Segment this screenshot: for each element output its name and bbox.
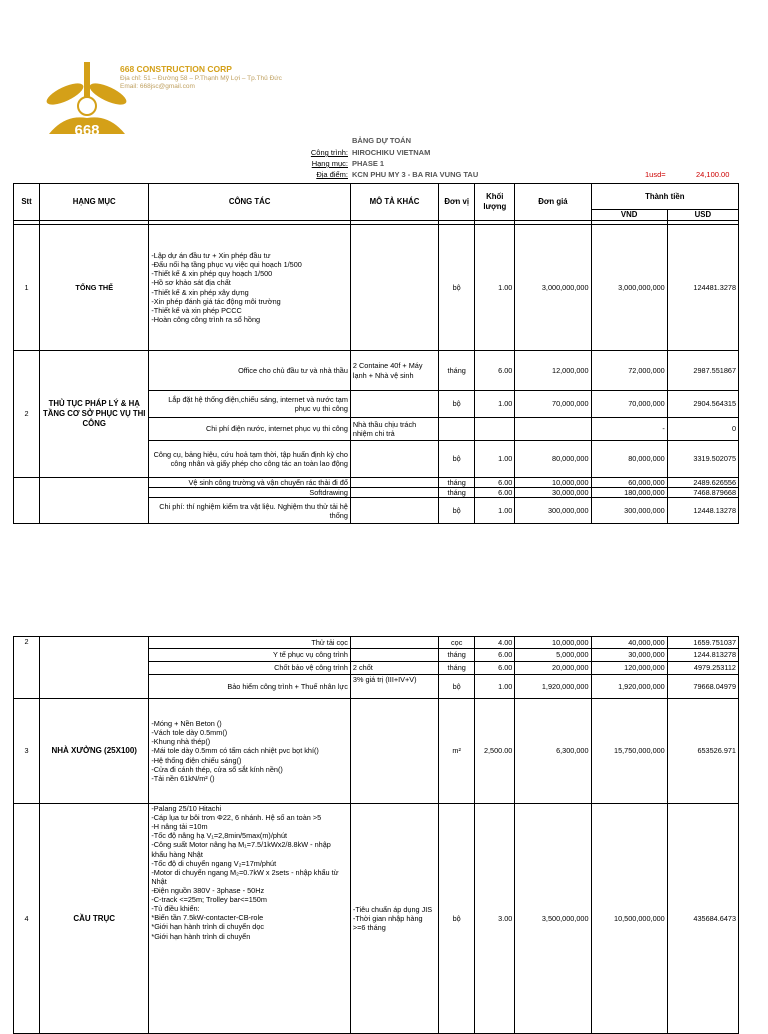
row-vnd: 1,920,000,000 xyxy=(591,675,667,699)
header-vnd: VND xyxy=(591,210,667,221)
header-usd: USD xyxy=(667,210,738,221)
row-stt: 2 xyxy=(14,637,40,699)
row-cong-tac: Công cụ, bảng hiệu, cứu hoả tạm thời, tập huấn định kỳ cho công nhân và giấy phép cho công tác an toàn lao động xyxy=(149,441,351,478)
row-stt: 3 xyxy=(14,699,40,804)
row-usd: 4979.253112 xyxy=(667,662,738,675)
row-vnd: 40,000,000 xyxy=(591,637,667,649)
row-don-vi xyxy=(439,418,475,441)
doc-info xyxy=(0,135,768,180)
row-don-gia: 6,300,000 xyxy=(515,699,591,804)
row-cong-tac: Chi phí điện nước, internet phục vụ thi công xyxy=(149,418,351,441)
row-khoi-luong: 6.00 xyxy=(475,478,515,488)
row-usd: 2489.626556 xyxy=(667,478,738,488)
row-stt: 4 xyxy=(14,804,40,1034)
header-mo-ta: MÔ TẢ KHÁC xyxy=(350,184,438,221)
table-row xyxy=(14,478,739,488)
row-usd: 124481.3278 xyxy=(667,225,738,351)
row-hang-muc: THỦ TỤC PHÁP LÝ & HẠ TẦNG CƠ SỞ PHỤC VỤ THI CÔNG xyxy=(40,351,149,478)
row-don-gia: 12,000,000 xyxy=(515,351,591,391)
row-usd: 12448.13278 xyxy=(667,498,738,524)
header-don-vi: Đơn vị xyxy=(439,184,475,221)
project-label: Công trình: xyxy=(310,148,348,157)
rate-label: 1usd= xyxy=(645,170,666,179)
row-khoi-luong: 2,500.00 xyxy=(475,699,515,804)
row-usd: 79668.04979 xyxy=(667,675,738,699)
row-usd: 435684.6473 xyxy=(667,804,738,1034)
row-usd: 0 xyxy=(667,418,738,441)
row-khoi-luong: 1.00 xyxy=(475,498,515,524)
row-don-gia: 70,000,000 xyxy=(515,391,591,418)
doc-title: BẢNG DỰ TOÁN xyxy=(352,136,412,145)
row-khoi-luong: 6.00 xyxy=(475,351,515,391)
row-don-gia: 20,000,000 xyxy=(515,662,591,675)
row-cong-tac: Chốt bảo vệ công trình xyxy=(149,662,351,675)
row-cong-tac: Y tế phục vụ công trình xyxy=(149,649,351,662)
row-vnd: 180,000,000 xyxy=(591,488,667,498)
item-label: Hạng mục: xyxy=(311,159,348,168)
row-don-gia: 80,000,000 xyxy=(515,441,591,478)
row-khoi-luong: 6.00 xyxy=(475,649,515,662)
row-usd: 1659.751037 xyxy=(667,637,738,649)
row-khoi-luong: 1.00 xyxy=(475,441,515,478)
row-khoi-luong xyxy=(475,418,515,441)
company-logo xyxy=(45,62,130,140)
row-usd: 1244.813278 xyxy=(667,649,738,662)
company-address: Địa chỉ: 51 – Đường 58 – P.Thạnh Mỹ Lợi – Tp.Thủ Đức xyxy=(120,75,282,82)
row-don-gia: 30,000,000 xyxy=(515,488,591,498)
rate-value: 24,100.00 xyxy=(696,170,730,179)
header-khoi-luong: Khối lượng xyxy=(475,184,515,221)
estimate-table-page1 xyxy=(13,183,739,524)
row-don-gia: 5,000,000 xyxy=(515,649,591,662)
row-don-gia: 10,000,000 xyxy=(515,637,591,649)
row-don-vi: cọc xyxy=(439,637,475,649)
row-don-vi: tháng xyxy=(439,478,475,488)
row-vnd: 15,750,000,000 xyxy=(591,699,667,804)
row-khoi-luong: 1.00 xyxy=(475,675,515,699)
header-stt: Stt xyxy=(14,184,40,221)
row-don-vi: tháng xyxy=(439,488,475,498)
row-don-vi: bộ xyxy=(439,391,475,418)
table-row xyxy=(14,804,739,1034)
row-don-gia: 1,920,000,000 xyxy=(515,675,591,699)
row-don-gia: 3,500,000,000 xyxy=(515,804,591,1034)
row-don-gia: 10,000,000 xyxy=(515,478,591,488)
row-don-vi: bộ xyxy=(439,225,475,351)
row-cong-tac: Chi phí: thí nghiệm kiểm tra vật liệu. Nghiệm thu thử tải hệ thống xyxy=(149,498,351,524)
row-don-vi: bộ xyxy=(439,804,475,1034)
row-don-vi: bộ xyxy=(439,675,475,699)
row-don-gia: 300,000,000 xyxy=(515,498,591,524)
row-mo-ta: Nhà thầu chịu trách nhiệm chi trả xyxy=(350,418,438,441)
row-usd: 653526.971 xyxy=(667,699,738,804)
row-don-vi: tháng xyxy=(439,662,475,675)
row-cong-tac: Thử tải cọc xyxy=(149,637,351,649)
row-don-gia xyxy=(515,418,591,441)
table-row xyxy=(14,637,739,649)
row-cong-tac: -Palang 25/10 Hitachi -Cáp lụa tư bôi trơn Φ22, 6 nhánh. Hệ số an toàn >5 -H nâng tải =10m -Tốc độ nâng hạ V₁=2,8min/5max(m)/phút -Công suất Motor nâng hạ M₁=7.5/1kWx2/8.8kW - nhập khẩu hàng Nhật -Tốc độ di chuyển ngang V₂=17m/phút -Motor di chuyển ngang M₂=0.7kW x 2sets - nhập khẩu từ Nhật -Điện nguồn 380V - 3phase - 50Hz -C-track <=25m; Trolley bar<=150m -Tủ điều khiển: *Biến tần 7.5kW-contacter-CB-role *Giới hạn hành trình di chuyển dọc *Giới hạn hành trình di chuyển xyxy=(149,804,351,1034)
header-thanh-tien: Thành tiền xyxy=(591,184,738,210)
logo-text: 668 xyxy=(74,122,100,139)
row-khoi-luong: 6.00 xyxy=(475,662,515,675)
row-vnd: 30,000,000 xyxy=(591,649,667,662)
row-don-vi: tháng xyxy=(439,351,475,391)
row-don-gia: 3,000,000,000 xyxy=(515,225,591,351)
table-row xyxy=(14,351,739,391)
row-mo-ta: 2 chốt xyxy=(350,662,438,675)
row-khoi-luong: 6.00 xyxy=(475,488,515,498)
item-value: PHASE 1 xyxy=(352,159,385,168)
header-hang-muc: HẠNG MỤC xyxy=(40,184,149,221)
location-label: Địa điểm: xyxy=(316,170,348,179)
row-khoi-luong: 1.00 xyxy=(475,391,515,418)
row-cong-tac: Office cho chủ đầu tư và nhà thầu xyxy=(149,351,351,391)
row-stt: 1 xyxy=(14,225,40,351)
row-don-vi: tháng xyxy=(439,649,475,662)
row-usd: 2904.564315 xyxy=(667,391,738,418)
location-value: KCN PHU MY 3 - BA RIA VUNG TAU xyxy=(352,170,479,179)
row-khoi-luong: 1.00 xyxy=(475,225,515,351)
row-don-vi: m² xyxy=(439,699,475,804)
table-row xyxy=(14,699,739,804)
row-mo-ta: 2 Containe 40f + Máy lạnh + Nhà vệ sinh xyxy=(350,351,438,391)
estimate-table-page2 xyxy=(13,636,739,1034)
row-vnd: - xyxy=(591,418,667,441)
row-khoi-luong: 3.00 xyxy=(475,804,515,1034)
company-name: 668 CONSTRUCTION CORP xyxy=(120,64,232,74)
row-don-vi: bộ xyxy=(439,498,475,524)
row-vnd: 72,000,000 xyxy=(591,351,667,391)
row-hang-muc: TỔNG THỂ xyxy=(40,225,149,351)
header-don-gia: Đơn giá xyxy=(515,184,591,221)
header-row xyxy=(14,184,739,210)
company-email: Email: 668jsc@gmail.com xyxy=(120,83,195,90)
row-usd: 7468.879668 xyxy=(667,488,738,498)
row-vnd: 300,000,000 xyxy=(591,498,667,524)
row-vnd: 70,000,000 xyxy=(591,391,667,418)
row-usd: 3319.502075 xyxy=(667,441,738,478)
row-cong-tac: Bảo hiểm công trình + Thuế nhân lực xyxy=(149,675,351,699)
row-don-vi: bộ xyxy=(439,441,475,478)
row-hang-muc: NHÀ XƯỞNG (25X100) xyxy=(40,699,149,804)
project-value: HIROCHIKU VIETNAM xyxy=(352,148,431,157)
row-usd: 2987.551867 xyxy=(667,351,738,391)
row-vnd: 3,000,000,000 xyxy=(591,225,667,351)
row-cong-tac: Lắp đặt hệ thống điện,chiếu sáng, internet và nước tạm phục vụ thi công xyxy=(149,391,351,418)
row-cong-tac: Vệ sinh công trường và vận chuyển rác thải đi đổ xyxy=(149,478,351,488)
row-vnd: 120,000,000 xyxy=(591,662,667,675)
header-cong-tac: CÔNG TÁC xyxy=(149,184,351,221)
row-hang-muc: CẦU TRỤC xyxy=(40,804,149,1034)
row-cong-tac: -Móng + Nền Beton () -Vách tole dày 0.5mm() -Khung nhà thép() -Mái tole dày 0.5mm có tấm cách nhiệt pvc bọt khí() -Hệ thống điện chiếu sáng() -Cửa đi cánh thép, cửa sổ sắt kính nền() -Tải nền 61kN/m² () xyxy=(149,699,351,804)
row-stt: 2 xyxy=(14,351,40,478)
row-mo-ta: 3% giá trị (III+IV+V) xyxy=(350,675,438,699)
company-header xyxy=(120,64,282,90)
table-row xyxy=(14,225,739,351)
row-vnd: 10,500,000,000 xyxy=(591,804,667,1034)
row-cong-tac: Softdrawing xyxy=(149,488,351,498)
row-mo-ta: -Tiêu chuẩn áp dụng JIS -Thời gian nhập hàng >=6 tháng xyxy=(350,804,438,1034)
row-khoi-luong: 4.00 xyxy=(475,637,515,649)
row-vnd: 80,000,000 xyxy=(591,441,667,478)
row-cong-tac: -Lập dự án đầu tư + Xin phép đầu tư -Đấu nối hạ tầng phục vụ việc qui hoạch 1/500 -Thiết kế & xin phép quy hoạch 1/500 -Hồ sơ khảo sát địa chất -Thiết kế & xin phép xây dựng -Xin phép đánh giá tác động môi trường -Thiết kế và xin phép PCCC -Hoàn công công trình ra sổ hồng xyxy=(149,225,351,351)
row-vnd: 60,000,000 xyxy=(591,478,667,488)
